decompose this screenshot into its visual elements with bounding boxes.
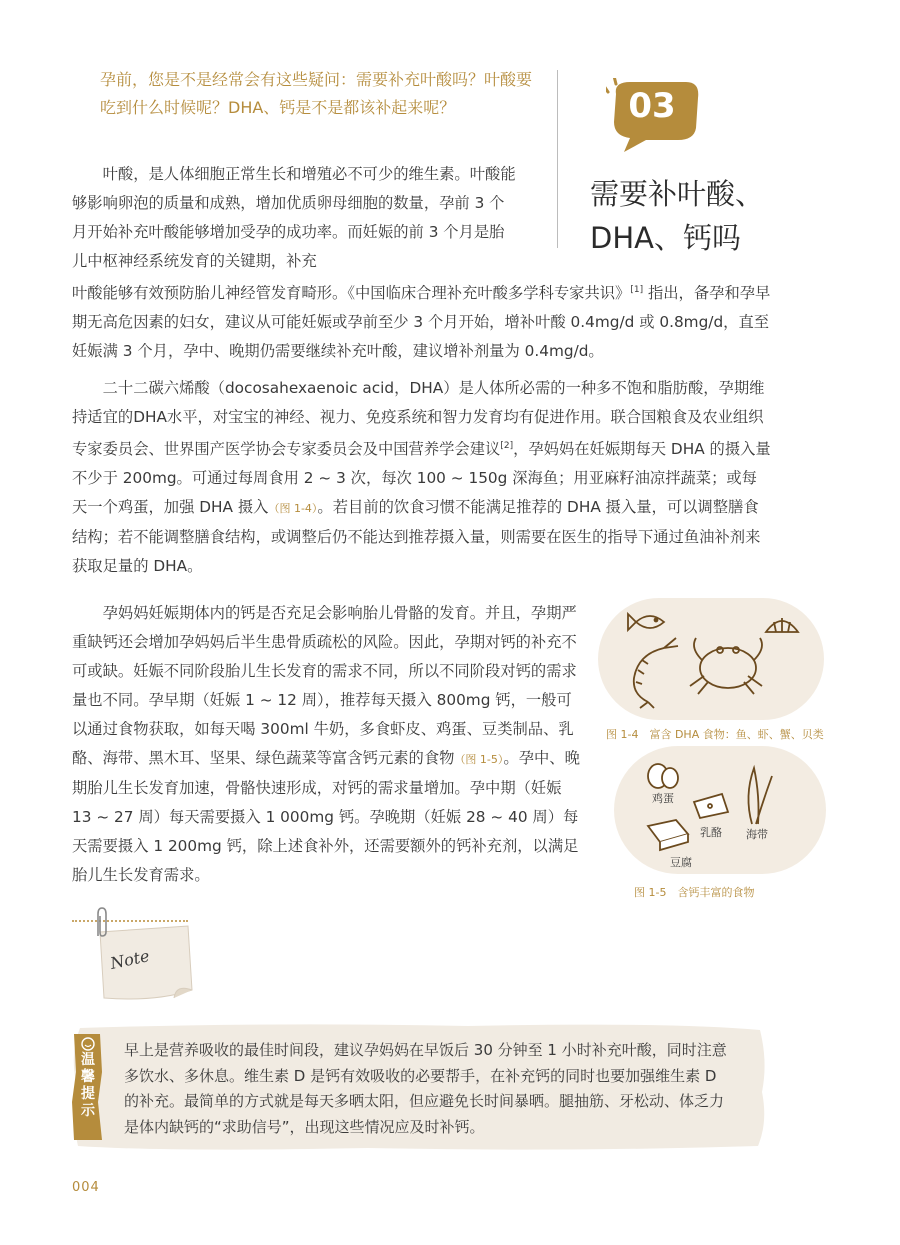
- figure-reference: （图 1-4）: [268, 502, 318, 516]
- smile-icon: [78, 1036, 98, 1052]
- tip-text: 早上是营养吸收的最佳时间段，建议孕妈妈在早饭后 30 分钟至 1 小时补充叶酸，同时注意多饮水、多休息。维生素 D 是钙有效吸收的必要帮手，在补充钙的同时也要加强维生素 D 的补充。最简单的方式就是每天多晒太阳，但应避免长时间暴晒。腿抽筋、牙松动、体乏力是体内缺钙的“求助信号”，出现这些情况应及时补钙。: [124, 1041, 727, 1136]
- kelp-icon: [748, 768, 772, 824]
- section-number: 03: [628, 86, 676, 126]
- paragraph-text-a: 孕妈妈妊娠期体内的钙是否充足会影响胎儿骨骼的发育。并且，孕期严重缺钙还会增加孕妈妈后半生患骨质疏松的风险。因此，孕期对钙的补充不可或缺。妊娠不同阶段胎儿生长发育的需求不同，所以不同阶段对钙的需求量也不同。孕早期（妊娠 1 ~ 12 周），推荐每天摄入 800mg 钙，一般可以通过食物获取，如每天喝 300ml 牛奶，多食虾皮、鸡蛋、豆类制品、乳酪、海带、黑木耳、坚果、绿色蔬菜等富含钙元素的食物: [72, 604, 577, 767]
- figure-caption: 图 1-4 富含 DHA 食物：鱼、虾、蟹、贝类: [606, 728, 824, 741]
- figure-caption: 图 1-5 含钙丰富的食物: [634, 886, 755, 899]
- divider-line: [557, 70, 558, 248]
- shell-icon: [766, 618, 798, 632]
- paragraph-text: [72, 374, 772, 581]
- section-title-line1: 需要补叶酸、: [590, 177, 765, 211]
- paragraph-folic-acid-intro: [72, 160, 516, 276]
- paragraph-text: [72, 276, 772, 366]
- egg-icon: [648, 764, 678, 788]
- fish-icon: [628, 614, 664, 630]
- cheese-icon: [694, 794, 728, 818]
- section-title-line2: DHA、钙吗: [590, 221, 741, 255]
- reference-mark: [2]: [500, 441, 514, 451]
- paperclip-icon: [92, 906, 110, 940]
- paragraph-text-c: 。若目前的饮食习惯不能满足推荐的 DHA 摄入量，可以调整膳食结构；若不能调整膳食结构，或调整后仍不能达到推荐摄入量，则需要在医生的指导下通过鱼油补剂来获取足量的 DHA。: [72, 498, 761, 576]
- section-title: [590, 172, 820, 260]
- reference-mark: [1]: [630, 285, 644, 295]
- paragraph-text: [72, 599, 580, 890]
- paragraph-dha: [72, 374, 772, 581]
- tip-tab-label: 温馨提示: [81, 1052, 95, 1119]
- lead-question: 孕前，您是不是经常会有这些疑问：需要补充叶酸吗？叶酸要吃到什么时候呢？DHA、钙是不是都该补起来呢？: [100, 70, 533, 117]
- paragraph-folic-acid-detail: [72, 276, 772, 366]
- figure-calcium-foods: [614, 746, 826, 874]
- note-label: Note: [108, 946, 152, 973]
- calcium-foods-illustration: [614, 746, 826, 874]
- shrimp-icon: [634, 638, 678, 708]
- paragraph-text-b: ，孕妈妈在妊娠期每天 DHA 的摄入量不少于 200mg。可通过每周食用 2 ~ 3 次，每次 100 ~ 150g 深海鱼；用亚麻籽油凉拌蔬菜；或每天一个鸡蛋，加强 DHA 摄入: [72, 440, 771, 517]
- tofu-label: 豆腐: [670, 856, 692, 869]
- cheese-label: 乳酪: [700, 826, 722, 839]
- paragraph-calcium: [72, 599, 580, 890]
- paragraph-text-a: 二十二碳六烯酸（docosahexaenoic acid，DHA）是人体所必需的一种多不饱和脂肪酸，孕期维持适宜的DHA水平，对宝宝的神经、视力、免疫系统和智力发育均有促进作用。联合国粮食及农业组织专家委员会、世界围产医学协会专家委员会及中国营养学会建议: [72, 379, 765, 459]
- crab-icon: [690, 638, 762, 694]
- tofu-icon: [648, 820, 688, 850]
- kelp-label: 海带: [746, 828, 768, 841]
- figure-reference: （图 1-5）: [454, 753, 504, 766]
- dha-foods-illustration: [598, 598, 824, 720]
- paragraph-text-b: 。孕中、晚期胎儿生长发育加速，骨骼快速形成，对钙的需求量增加。孕中期（妊娠 13 ~ 27 周）每天需要摄入 1 000mg 钙。孕晚期（妊娠 28 ~ 40 周）每天需要摄入 1 200mg 钙，除上述食补外，还需要额外的钙补充剂，以满足胎儿生长发育需求。: [72, 749, 580, 884]
- paragraph-text-a: 叶酸能够有效预防胎儿神经管发育畸形。《中国临床合理补充叶酸多学科专家共识》: [72, 284, 631, 303]
- paragraph-text: 叶酸，是人体细胞正常生长和增殖必不可少的维生素。叶酸能够影响卵泡的质量和成熟，增加优质卵母细胞的数量，孕前 3 个月开始补充叶酸能够增加受孕的成功率。而妊娠的前 3 个月是胎儿中枢神经系统发育的关键期，补充: [72, 165, 516, 270]
- egg-label: 鸡蛋: [652, 792, 674, 805]
- paragraph-text-b: 指出，备孕和孕早期无高危因素的妇女，建议从可能妊娠或孕前至少 3 个月开始，增补叶酸 0.4mg/d 或 0.8mg/d，直至妊娠满 3 个月，孕中、晚期仍需要继续补充叶酸，建议增补剂量为 0.4mg/d。: [72, 284, 771, 361]
- page-number: 004: [72, 1180, 100, 1195]
- figure-dha-foods: [598, 598, 824, 720]
